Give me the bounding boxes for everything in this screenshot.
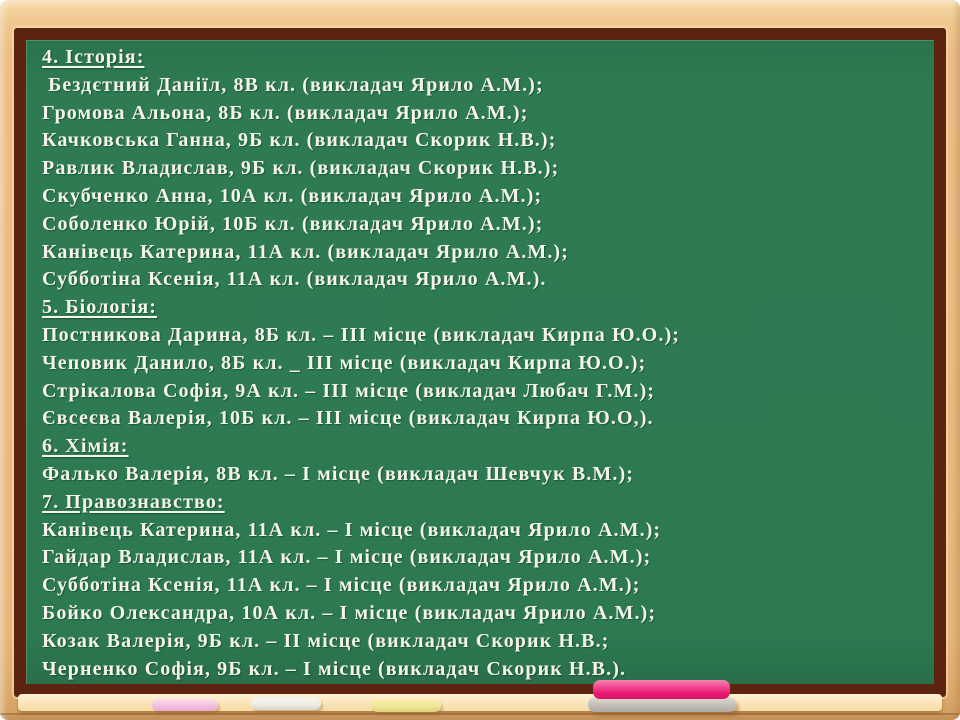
chalkboard	[14, 28, 946, 697]
board-line-text: Скубченко Анна, 10А кл. (викладач Ярило А.М.);	[42, 184, 543, 207]
board-line-text: Гайдар Владислав, 11А кл. – І місце (викладач Ярило А.М.);	[42, 546, 652, 569]
section-header-chemistry	[42, 433, 928, 461]
board-line	[42, 544, 928, 572]
board-line	[42, 239, 928, 267]
board-line-text: Чеповик Данило, 8Б кл. _ ІІІ місце (викладач Кирпа Ю.О.);	[42, 351, 647, 374]
section-header-history	[42, 44, 928, 72]
board-line-text: Фалько Валерія, 8В кл. – І місце (викладач Шевчук В.М.);	[42, 462, 634, 485]
board-line	[42, 155, 928, 183]
section-header-label: 4. Історія:	[42, 46, 145, 68]
board-line	[42, 211, 928, 239]
frame-bottom-divider	[0, 713, 960, 715]
board-line-text: Євсеєва Валерія, 10Б кл. – ІІІ місце (викладач Кирпа Ю.О,).	[42, 407, 654, 430]
board-line	[42, 656, 928, 684]
board-line	[42, 600, 928, 628]
white-chalk-icon	[251, 697, 321, 710]
section-header-label: 6. Хімія:	[42, 435, 129, 458]
board-line-text: Канівець Катерина, 11А кл. – І місце (викладач Ярило А.М.);	[42, 518, 662, 541]
section-header-label: 5. Біологія:	[42, 296, 158, 319]
board-line	[42, 517, 928, 545]
board-line-text: Канівець Катерина, 11А кл. (викладач Ярило А.М.);	[42, 240, 569, 263]
board-line-text: Соболенко Юрій, 10Б кл. (викладач Ярило А.М.);	[42, 212, 544, 235]
board-line-text: Равлик Владислав, 9Б кл. (викладач Скорик Н.В.);	[42, 157, 560, 180]
board-line-text: Субботіна Ксенія, 11А кл. – І місце (викладач Ярило А.М.);	[42, 574, 641, 597]
board-line-text: Громова Альона, 8Б кл. (викладач Ярило А.М.);	[42, 101, 529, 124]
board-line	[42, 572, 928, 600]
board-line-text: Черненко Софія, 9Б кл. – І місце (викладач Скорик Н.В.).	[42, 657, 627, 680]
section-header-law	[42, 489, 928, 517]
board-line	[42, 322, 928, 350]
board-line	[42, 378, 928, 406]
pink-chalk-icon	[152, 699, 218, 711]
eraser-icon	[593, 680, 730, 699]
board-line-text: Постникова Дарина, 8Б кл. – ІІІ місце (викладач Кирпа Ю.О.);	[42, 323, 680, 346]
board-line	[42, 183, 928, 211]
board-line	[42, 100, 928, 128]
board-line-text: Качковська Ганна, 9Б кл. (викладач Скорик Н.В.);	[42, 129, 557, 152]
section-header-label: 7. Правознавство:	[42, 490, 225, 513]
board-line-text: Стрікалова Софія, 9А кл. – ІІІ місце (викладач Любач Г.М.);	[42, 379, 656, 402]
yellow-chalk-icon	[371, 699, 441, 712]
board-line	[42, 127, 928, 155]
board-line	[42, 266, 928, 294]
section-header-biology	[42, 294, 928, 322]
board-line-text: Субботіна Ксенія, 11А кл. (викладач Ярило А.М.).	[42, 268, 547, 291]
board-line	[42, 461, 928, 489]
eraser-base-icon	[588, 697, 736, 712]
board-line-text: Бойко Олександра, 10А кл. – І місце (викладач Ярило А.М.);	[42, 601, 657, 624]
board-line	[42, 628, 928, 656]
board-line-text: Козак Валерія, 9Б кл. – ІІ місце (викладач Скорик Н.В.;	[42, 629, 610, 652]
board-text	[26, 40, 934, 684]
board-line-text: Бездєтний Даніїл, 8В кл. (викладач Ярило А.М.);	[42, 73, 544, 96]
board-line	[42, 350, 928, 378]
board-line	[42, 405, 928, 433]
board-line	[42, 72, 928, 100]
